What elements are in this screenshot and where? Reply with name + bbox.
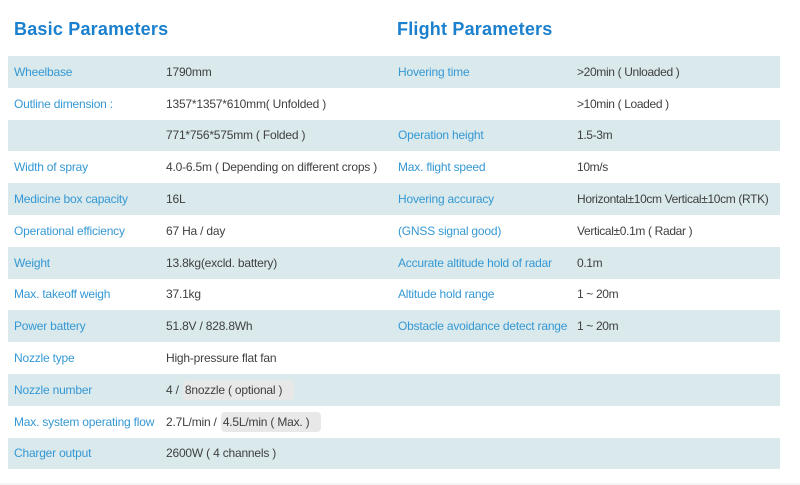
param-value-left bbox=[166, 160, 398, 174]
flight-parameters-title: Flight Parameters bbox=[397, 19, 553, 39]
param-value-left bbox=[166, 192, 398, 206]
param-value-left bbox=[166, 446, 398, 460]
table-row bbox=[8, 120, 780, 152]
value-text: 2.7L/min / bbox=[166, 414, 220, 429]
table-row bbox=[8, 88, 780, 120]
param-label-right: Obstacle avoidance detect range bbox=[398, 319, 568, 334]
table-row bbox=[8, 56, 780, 88]
param-label-left: Outline dimension : bbox=[14, 96, 113, 111]
param-value-left bbox=[166, 256, 398, 270]
param-value-left bbox=[166, 287, 398, 301]
param-label-left: Wheelbase bbox=[14, 64, 73, 79]
param-value-left bbox=[166, 415, 398, 429]
param-label-right: Operation height bbox=[398, 128, 484, 143]
value-text: 771*756*575mm ( Folded ) bbox=[166, 128, 306, 143]
value-text: 2600W ( 4 channels ) bbox=[166, 446, 277, 461]
param-value-right: 1.5-3m bbox=[577, 128, 613, 143]
param-label-left: Max. takeoff weigh bbox=[14, 287, 111, 302]
param-label-right: Hovering accuracy bbox=[398, 192, 494, 207]
table-row bbox=[8, 438, 780, 470]
value-text: 16L bbox=[166, 192, 186, 207]
value-text: High-pressure flat fan bbox=[166, 351, 277, 366]
table-row bbox=[8, 279, 780, 311]
param-label-left: Charger output bbox=[14, 446, 92, 461]
value-text: 4 / bbox=[166, 382, 182, 397]
value-text: 37.1kg bbox=[166, 287, 201, 302]
param-label-left: Weight bbox=[14, 255, 50, 270]
param-value-right: 10m/s bbox=[577, 160, 608, 175]
table-row bbox=[8, 342, 780, 374]
table-row bbox=[8, 183, 780, 215]
value-text: 51.8V / 828.8Wh bbox=[166, 319, 253, 334]
param-label-right: Accurate altitude hold of radar bbox=[398, 255, 552, 270]
table-row bbox=[8, 406, 780, 438]
param-value-left bbox=[166, 319, 398, 333]
param-label-right: (GNSS signal good) bbox=[398, 223, 502, 238]
basic-parameters-title: Basic Parameters bbox=[14, 19, 169, 39]
param-value-right: Horizontal±10cm Vertical±10cm (RTK) bbox=[577, 192, 769, 207]
value-highlight: 4.5L/min ( Max. ) bbox=[221, 412, 322, 432]
value-text: 13.8kg(excld. battery) bbox=[166, 255, 277, 270]
value-text: 1790mm bbox=[166, 64, 212, 79]
spec-table bbox=[8, 56, 780, 469]
param-value-left bbox=[166, 65, 398, 79]
value-text: 4.0-6.5m ( Depending on different crops ) bbox=[166, 160, 378, 175]
param-label-left: Width of spray bbox=[14, 160, 88, 175]
param-label-left: Max. system operating flow bbox=[14, 414, 155, 429]
table-row bbox=[8, 151, 780, 183]
param-label-left: Operational efficiency bbox=[14, 223, 125, 238]
table-row bbox=[8, 374, 780, 406]
param-value-left bbox=[166, 128, 398, 142]
param-label-left: Nozzle type bbox=[14, 351, 75, 366]
param-value-right: 0.1m bbox=[577, 255, 603, 270]
table-row bbox=[8, 310, 780, 342]
param-value-left bbox=[166, 97, 398, 111]
param-label-left: Power battery bbox=[14, 319, 86, 334]
param-value-right: 1 ~ 20m bbox=[577, 319, 619, 334]
value-highlight: 8nozzle ( optional ) bbox=[183, 380, 294, 400]
param-value-right: >20min ( Unloaded ) bbox=[577, 64, 680, 79]
param-value-right: Vertical±0.1m ( Radar ) bbox=[577, 223, 693, 238]
table-row bbox=[8, 247, 780, 279]
param-value-right: 1 ~ 20m bbox=[577, 287, 619, 302]
param-label-right: Max. flight speed bbox=[398, 160, 486, 175]
param-label-left: Nozzle number bbox=[14, 382, 93, 397]
value-text: 1357*1357*610mm( Unfolded ) bbox=[166, 96, 327, 111]
param-value-right: >10min ( Loaded ) bbox=[577, 96, 669, 111]
param-value-left bbox=[166, 224, 398, 238]
param-value-left bbox=[166, 383, 398, 397]
param-label-right: Altitude hold range bbox=[398, 287, 495, 302]
table-row bbox=[8, 215, 780, 247]
value-text: 67 Ha / day bbox=[166, 223, 226, 238]
param-label-right: Hovering time bbox=[398, 64, 470, 79]
param-label-left: Medicine box capacity bbox=[14, 192, 128, 207]
param-value-left bbox=[166, 351, 398, 365]
